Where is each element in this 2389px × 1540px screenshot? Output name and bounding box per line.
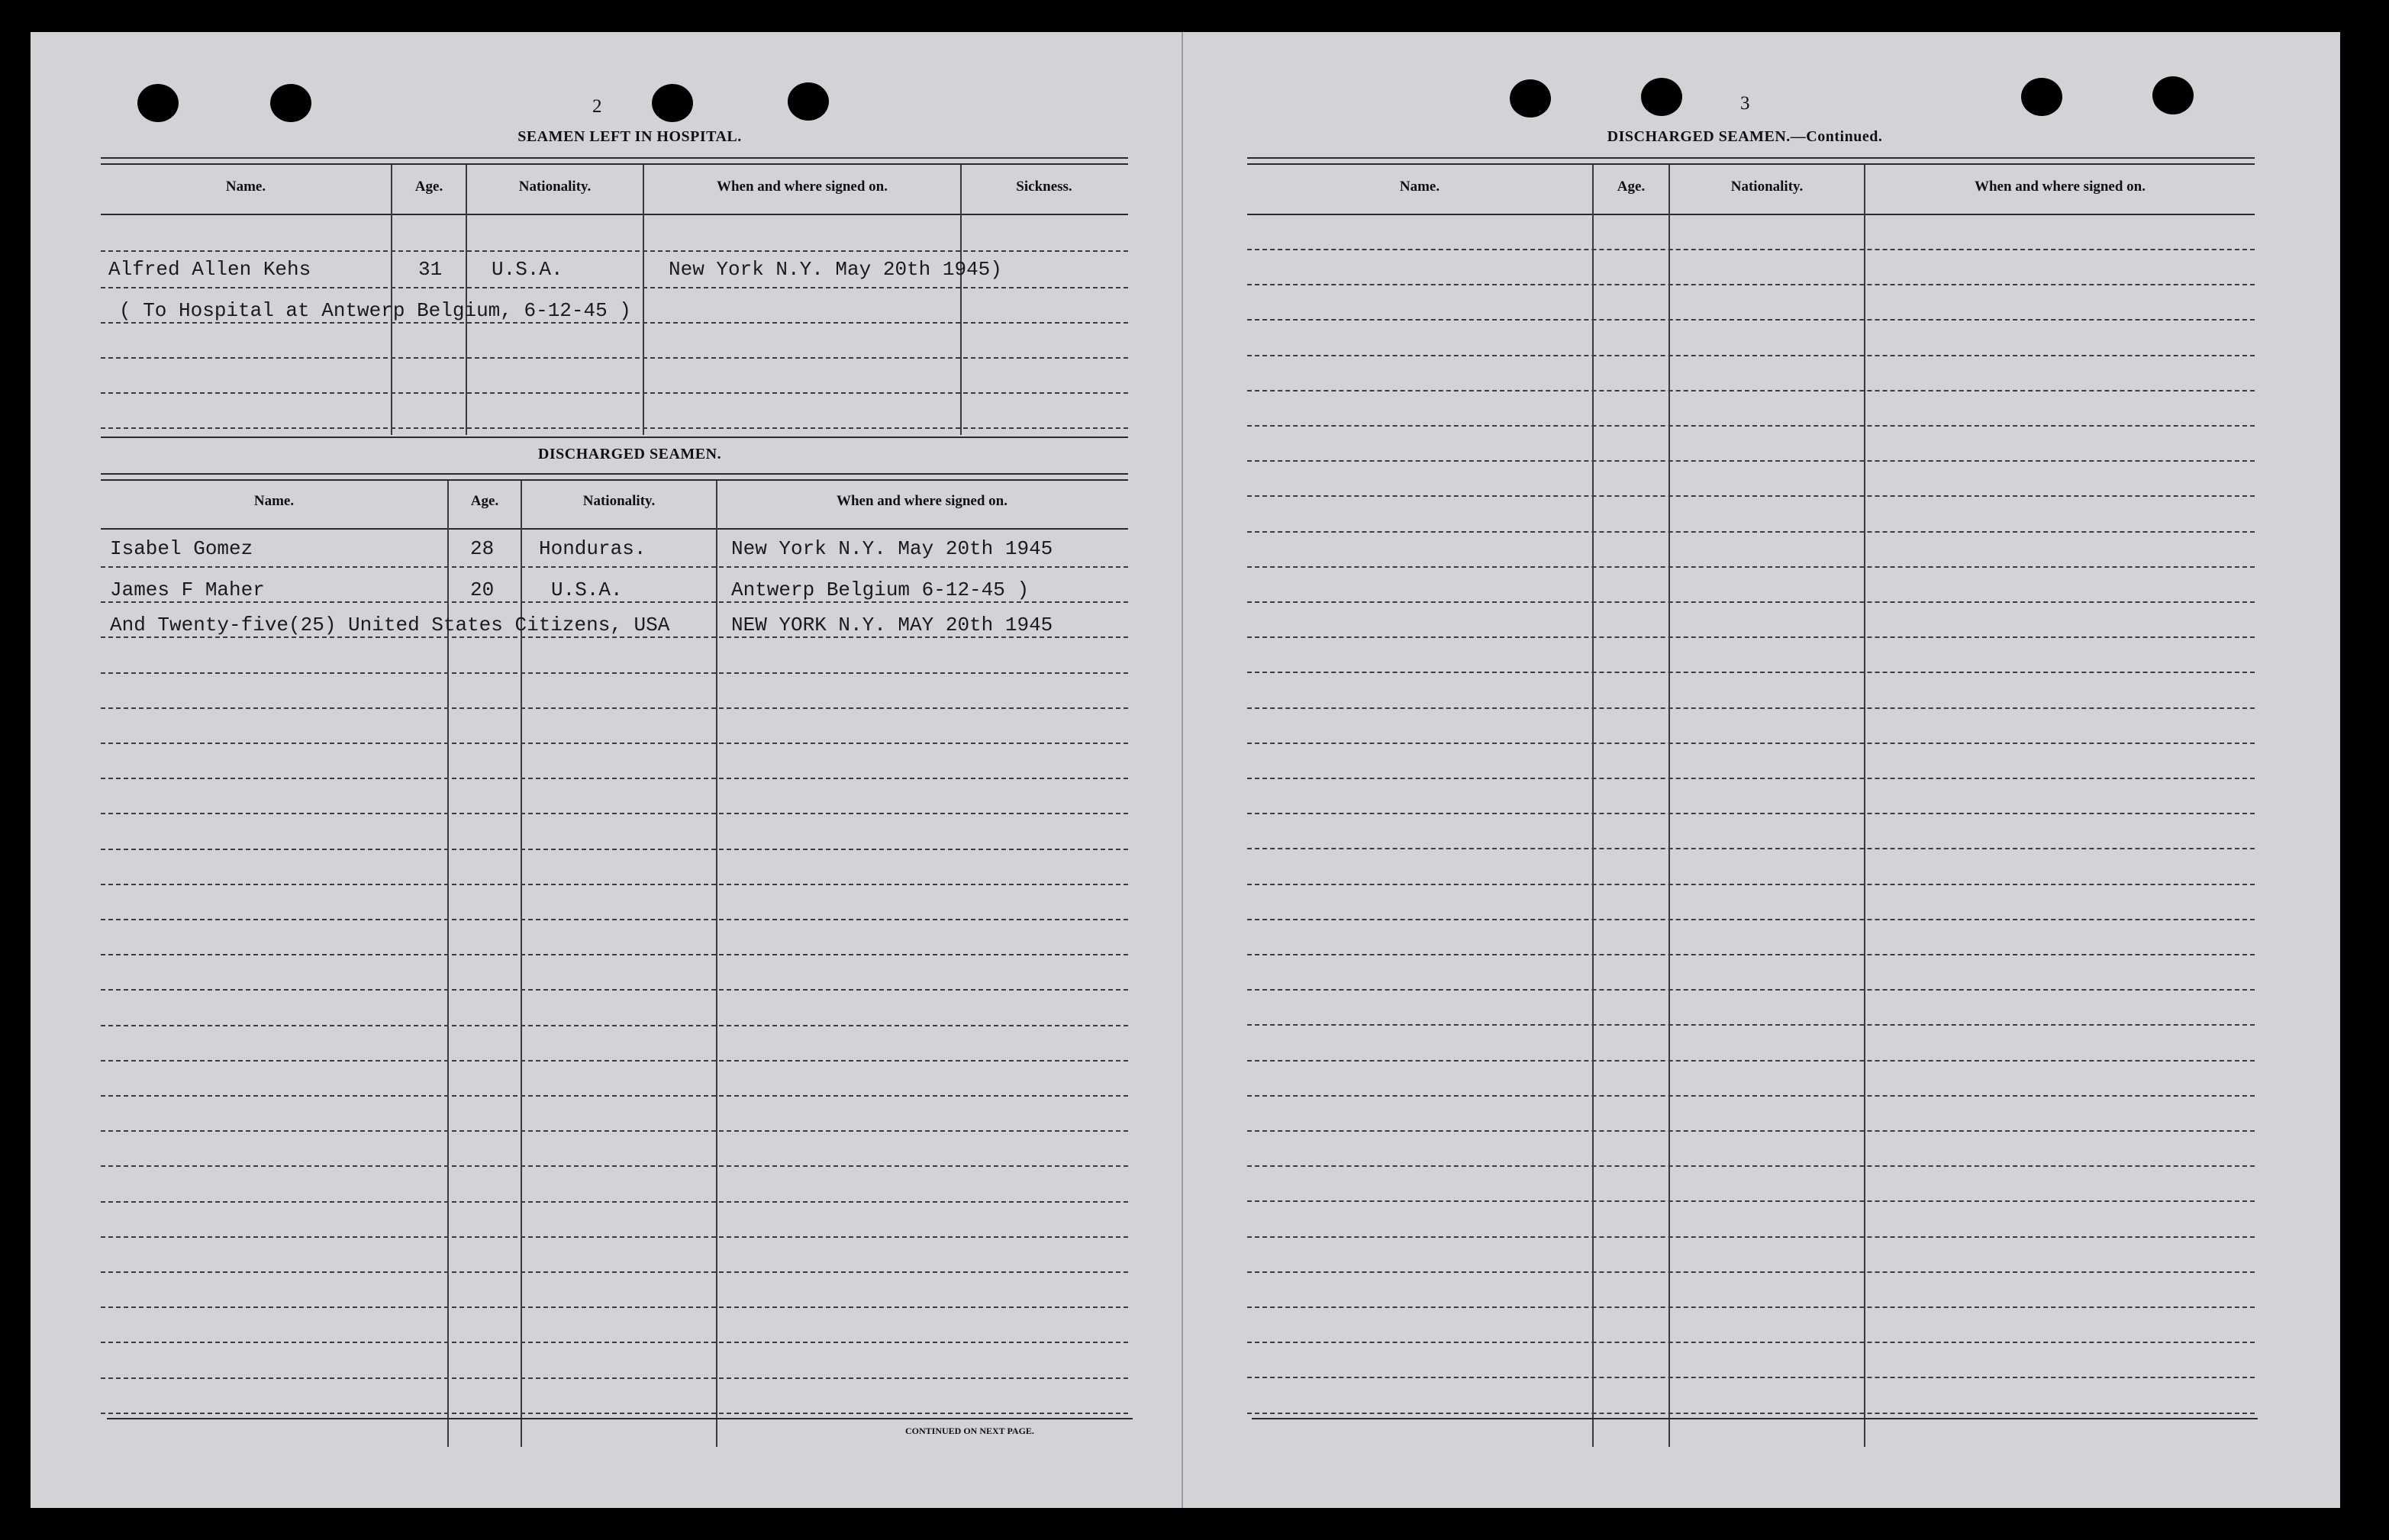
ruled-line	[1247, 743, 2255, 744]
bottom-rule	[1252, 1418, 2258, 1419]
ruled-line	[1247, 1165, 2255, 1167]
ruled-line	[1247, 1024, 2255, 1026]
ruled-line	[101, 566, 1128, 568]
ruled-line	[1247, 672, 2255, 673]
ruled-line	[1247, 778, 2255, 779]
discharged-row-2-signed-on: Antwerp Belgium 6-12-45 )	[731, 578, 1030, 601]
ledger-sheet	[31, 32, 2340, 1508]
ruled-line	[101, 1342, 1128, 1343]
ruled-line	[101, 392, 1128, 394]
column-divider	[716, 481, 717, 1447]
hospital-note: ( To Hospital at Antwerp Belgium, 6-12-45 )	[119, 299, 631, 322]
ruled-line	[101, 287, 1128, 288]
bottom-rule	[107, 1418, 1133, 1419]
ruled-line	[1247, 1342, 2255, 1343]
header-name: Name.	[253, 493, 295, 509]
ruled-line	[1247, 390, 2255, 391]
ruled-line	[1247, 1377, 2255, 1378]
column-divider	[1668, 165, 1670, 1447]
ruled-line	[101, 1377, 1128, 1379]
punch-hole	[1641, 78, 1682, 116]
header-age: Age.	[1617, 179, 1646, 195]
ruled-line	[1247, 1200, 2255, 1202]
ruled-line	[101, 1236, 1128, 1238]
ruled-line	[101, 813, 1128, 814]
header-signed-on: When and where signed on.	[836, 493, 1008, 509]
ruled-line	[1247, 566, 2255, 568]
header-name: Name.	[225, 179, 266, 195]
ruled-line	[1247, 531, 2255, 533]
punch-hole	[2152, 76, 2194, 114]
continued-note: CONTINUED ON NEXT PAGE.	[905, 1426, 1034, 1436]
discharged-row-1-age: 28	[470, 537, 495, 560]
ruled-line	[1247, 601, 2255, 603]
page-fold	[1182, 32, 1183, 1508]
ruled-line	[101, 989, 1128, 991]
ruled-line	[101, 707, 1128, 709]
ruled-line	[101, 1201, 1128, 1203]
ruled-line	[1247, 1060, 2255, 1062]
column-divider	[1592, 165, 1594, 1447]
ruled-line	[101, 1130, 1128, 1132]
ruled-line	[101, 1060, 1128, 1062]
ruled-line	[1247, 1413, 2255, 1414]
rule	[101, 157, 1128, 165]
ruled-line	[101, 1025, 1128, 1026]
hospital-section-title: SEAMEN LEFT IN HOSPITAL.	[517, 128, 742, 145]
punch-hole	[1510, 79, 1551, 118]
discharged-row-1-signed-on: New York N.Y. May 20th 1945	[731, 537, 1053, 560]
page-number: 2	[592, 96, 602, 117]
ruled-line	[101, 322, 1128, 324]
header-nationality: Nationality.	[518, 179, 592, 195]
hospital-entry-age: 31	[418, 258, 443, 281]
ruled-line	[101, 1413, 1128, 1414]
ruled-line	[1247, 989, 2255, 991]
ruled-line	[101, 884, 1128, 885]
header-signed-on: When and where signed on.	[1974, 179, 2146, 195]
ruled-line	[1247, 707, 2255, 709]
ruled-line	[1247, 1130, 2255, 1132]
ruled-line	[1247, 284, 2255, 285]
ruled-line	[101, 357, 1128, 359]
ruled-line	[1247, 1236, 2255, 1238]
ruled-line	[101, 636, 1128, 638]
column-divider	[643, 165, 644, 435]
punch-hole	[270, 84, 311, 122]
punch-hole	[137, 84, 179, 122]
ruled-line	[1247, 425, 2255, 427]
ruled-line	[1247, 813, 2255, 814]
punch-hole	[2021, 78, 2062, 116]
ruled-line	[1247, 848, 2255, 849]
header-signed-on: When and where signed on.	[716, 179, 888, 195]
header-rule	[101, 528, 1128, 530]
ruled-line	[101, 427, 1128, 429]
column-divider	[1864, 165, 1865, 1447]
ruled-line	[1247, 954, 2255, 955]
punch-hole	[788, 82, 829, 121]
header-nationality: Nationality.	[582, 493, 656, 509]
page-number: 3	[1740, 93, 1750, 114]
ruled-line	[1247, 460, 2255, 462]
ruled-line	[101, 1165, 1128, 1167]
ruled-line	[1247, 495, 2255, 497]
rule	[101, 437, 1128, 438]
ruled-line	[1247, 1095, 2255, 1097]
header-rule	[101, 214, 1128, 215]
header-sickness: Sickness.	[1016, 179, 1072, 195]
header-name: Name.	[1399, 179, 1440, 195]
ruled-line	[101, 1306, 1128, 1308]
ruled-line	[101, 1271, 1128, 1273]
ruled-line	[1247, 319, 2255, 321]
discharged-row-2-name: James F Maher	[110, 578, 265, 601]
rule	[101, 473, 1128, 481]
ruled-line	[101, 250, 1128, 252]
ruled-line	[101, 672, 1128, 674]
ruled-line	[101, 601, 1128, 603]
ruled-line	[1247, 1306, 2255, 1308]
header-age: Age.	[414, 179, 443, 195]
header-rule	[1247, 214, 2255, 215]
discharged-row-2-age: 20	[470, 578, 495, 601]
ruled-line	[101, 919, 1128, 920]
discharged-row-3-signed-on: NEW YORK N.Y. MAY 20th 1945	[731, 614, 1053, 636]
discharged-section-title: DISCHARGED SEAMEN.	[537, 446, 722, 462]
ruled-line	[101, 849, 1128, 850]
ruled-line	[101, 743, 1128, 744]
discharged-row-1-nationality: Honduras.	[539, 537, 646, 560]
ruled-line	[1247, 884, 2255, 885]
ruled-line	[1247, 1271, 2255, 1273]
discharged-row-3-name: And Twenty-five(25) United States Citizens, USA	[110, 614, 670, 636]
ruled-line	[1247, 919, 2255, 920]
ruled-line	[101, 1095, 1128, 1097]
header-nationality: Nationality.	[1730, 179, 1804, 195]
header-age: Age.	[470, 493, 499, 509]
ruled-line	[1247, 249, 2255, 250]
hospital-entry-signed-on: New York N.Y. May 20th 1945)	[669, 258, 1002, 281]
discharged-row-1-name: Isabel Gomez	[110, 537, 253, 560]
rule	[1247, 157, 2255, 165]
punch-hole	[652, 84, 693, 122]
ruled-line	[1247, 355, 2255, 356]
discharged-continued-title: DISCHARGED SEAMEN.—Continued.	[1607, 128, 1883, 145]
ruled-line	[101, 954, 1128, 955]
discharged-row-2-nationality: U.S.A.	[551, 578, 623, 601]
ruled-line	[101, 778, 1128, 779]
hospital-entry-name: Alfred Allen Kehs	[108, 258, 311, 281]
hospital-entry-nationality: U.S.A.	[492, 258, 563, 281]
column-divider	[960, 165, 962, 435]
ruled-line	[1247, 636, 2255, 638]
